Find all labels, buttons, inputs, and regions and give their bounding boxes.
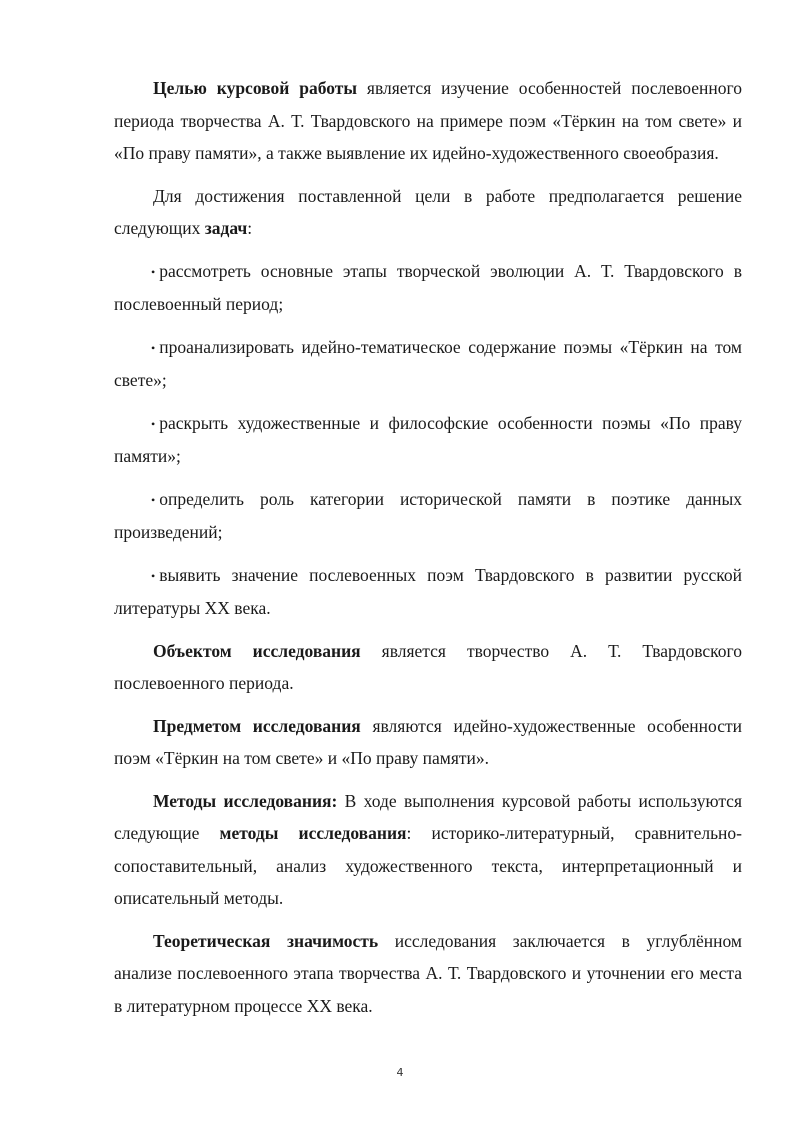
subject-text: являются идейно-художественные особенности поэм «Тёркин на том свете» и «По праву памяти». xyxy=(114,715,742,768)
object-text: является творчество А. Т. Твардовского послевоенного периода. xyxy=(114,640,742,693)
task-text: раскрыть художественные и философские особенности поэмы «По праву памяти»; xyxy=(114,412,742,466)
task-item-2 xyxy=(114,331,742,397)
task-text: определить роль категории исторической памяти в поэтике данных произведений; xyxy=(114,488,742,542)
methods-lead: Методы исследования: xyxy=(153,790,338,811)
goal-text: является изучение особенностей послевоенного периода творчества А. Т. Твардовского на примере поэм «Тёркин на том свете» и «По праву памяти», а также выявление их идейно-художественного своеобразия. xyxy=(114,78,743,163)
methods-bold: методы исследования xyxy=(219,823,407,843)
bullet-icon: • xyxy=(151,568,156,583)
task-item-5 xyxy=(114,559,742,625)
methods-text-1: В ходе выполнения курсовой работы используются следующие xyxy=(114,790,742,843)
subject-paragraph xyxy=(114,710,742,775)
task-text: проанализировать идейно-тематическое содержание поэмы «Тёркин на том свете»; xyxy=(114,336,742,390)
bullet-icon: • xyxy=(151,492,156,507)
subject-lead: Предметом исследования xyxy=(153,715,361,736)
tasks-intro-bold: задач xyxy=(204,218,248,238)
bullet-icon: • xyxy=(151,416,156,431)
methods-paragraph xyxy=(114,785,742,915)
goal-paragraph xyxy=(114,72,742,170)
methods-text-2: : историко-литературный, сравнительно-сопоставительный, анализ художественного текста, интерпретационный и описательный методы. xyxy=(114,823,742,908)
task-item-3 xyxy=(114,407,742,473)
object-paragraph xyxy=(114,635,742,700)
task-item-1 xyxy=(114,255,742,321)
task-item-4 xyxy=(114,483,742,549)
goal-lead: Целью курсовой работы xyxy=(153,78,358,98)
tasks-intro-tail: : xyxy=(247,218,253,238)
task-text: выявить значение послевоенных поэм Твардовского в развитии русской литературы XX века. xyxy=(114,564,742,618)
page-number: 4 xyxy=(396,1066,404,1079)
theory-text: исследования заключается в углублённом анализе послевоенного этапа творчества А. Т. Твардовского и уточнении его места в литературном процессе XX века. xyxy=(114,930,743,1016)
bullet-icon: • xyxy=(151,264,156,279)
tasks-intro-text: Для достижения поставленной цели в работе предполагается решение следующих xyxy=(114,185,742,238)
bullet-icon: • xyxy=(151,340,156,355)
theory-paragraph xyxy=(114,925,742,1023)
task-text: рассмотреть основные этапы творческой эволюции А. Т. Твардовского в послевоенный период; xyxy=(114,260,742,314)
tasks-intro-paragraph xyxy=(114,180,742,245)
object-lead: Объектом исследования xyxy=(153,640,361,661)
page-body xyxy=(114,72,742,1032)
theory-lead: Теоретическая значимость xyxy=(153,930,379,951)
